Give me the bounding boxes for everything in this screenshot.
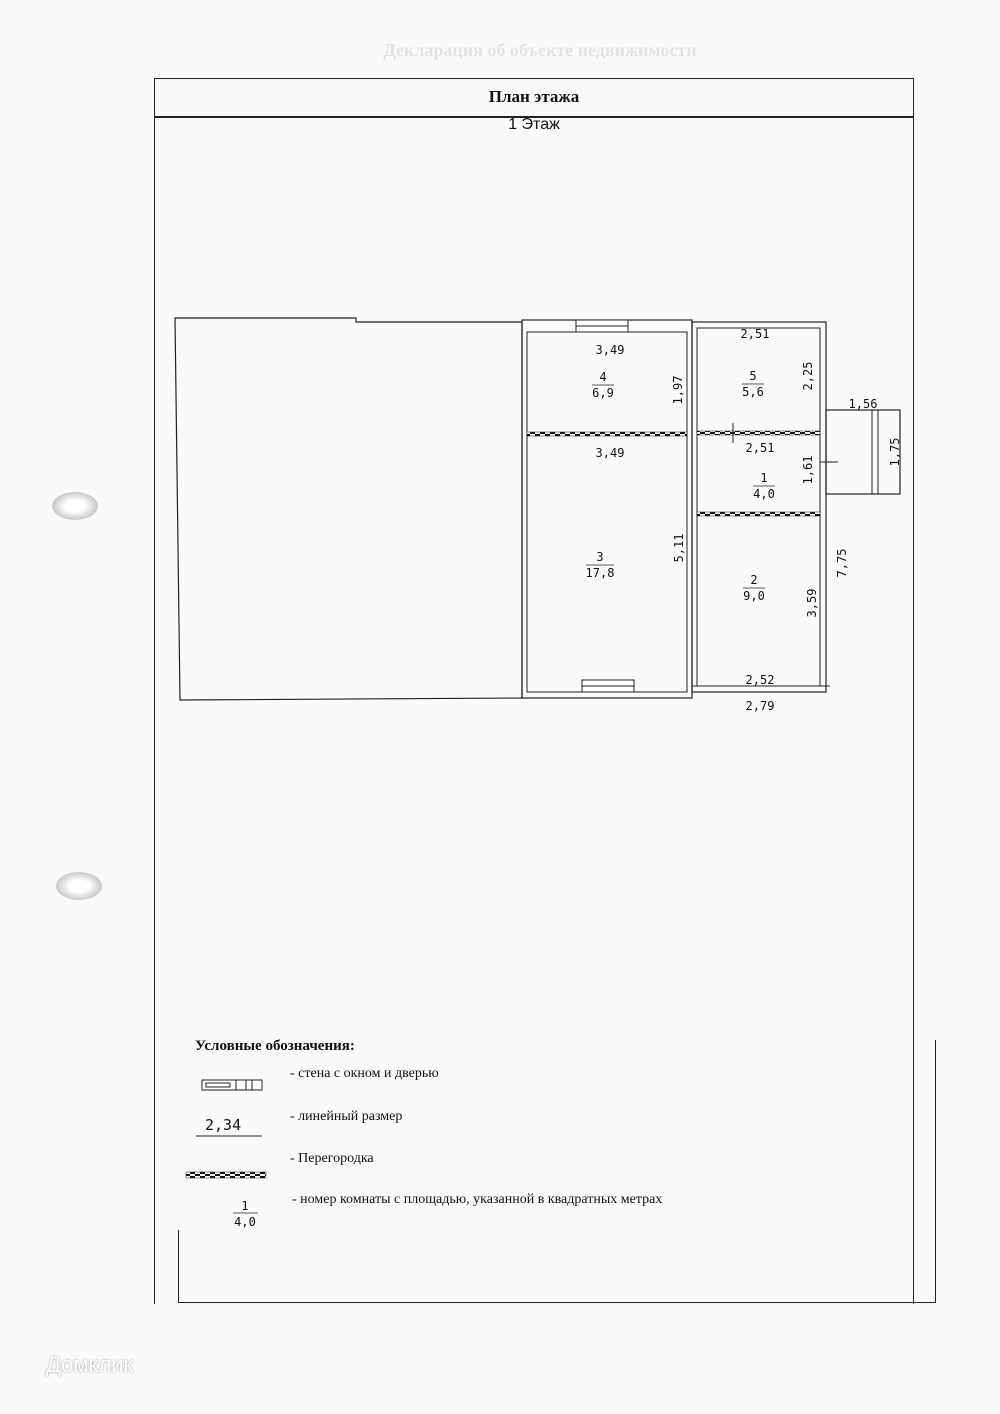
legend-partition-symbol	[186, 1172, 266, 1178]
legend-dim-example: 2,34	[205, 1116, 242, 1134]
partition	[697, 512, 820, 516]
watermark: Домклик	[46, 1352, 134, 1377]
legend-room-area: 4,0	[234, 1215, 256, 1229]
legend-room-number: 1	[241, 1199, 249, 1213]
exterior-wall-outer	[522, 320, 692, 698]
faint-heading: Декларация об объекте недвижимости	[383, 40, 697, 60]
dim-label: 2,51	[740, 327, 770, 341]
dim-label: 2,51	[745, 441, 775, 455]
dim-label: 1,61	[801, 455, 815, 485]
room-2-area: 9,0	[743, 589, 765, 603]
partition	[527, 432, 687, 436]
room-4-number: 4	[599, 370, 607, 384]
dim-label: 2,79	[745, 699, 775, 713]
dim-label: 1,75	[888, 437, 902, 467]
dim-label: 3,49	[595, 343, 625, 357]
dim-label: 5,11	[672, 533, 686, 563]
room-3-area: 17,8	[585, 566, 615, 580]
dim-label: 3,49	[595, 446, 625, 460]
legend-partition-text: - Перегородка	[290, 1151, 374, 1166]
legend-room-text: - номер комнаты с площадью, указанной в квадратных метрах	[292, 1192, 663, 1207]
dim-label: 3,59	[805, 588, 819, 618]
dim-label: 7,75	[835, 548, 849, 578]
room-3-number: 3	[596, 550, 604, 564]
legend-wall-text: - стена с окном и дверью	[290, 1066, 439, 1081]
dim-label: 2,52	[745, 673, 775, 687]
room-1-area: 4,0	[753, 487, 775, 501]
dim-label: 1,97	[671, 375, 685, 405]
room-5-number: 5	[749, 369, 757, 383]
room-5-area: 5,6	[742, 385, 764, 399]
legend-title: Условные обозначения:	[195, 1038, 355, 1054]
partition	[697, 431, 820, 435]
adjacent-building-outline	[175, 318, 522, 700]
plan-title: План этажа	[155, 79, 913, 118]
legend-dim-text: - линейный размер	[290, 1109, 403, 1124]
room-1-number: 1	[760, 471, 768, 485]
room-4-area: 6,9	[592, 386, 614, 400]
dim-label: 1,56	[848, 397, 878, 411]
dim-label: 2,25	[801, 361, 815, 391]
room-2-number: 2	[750, 573, 758, 587]
floor-label: 1 Этаж	[508, 116, 560, 133]
